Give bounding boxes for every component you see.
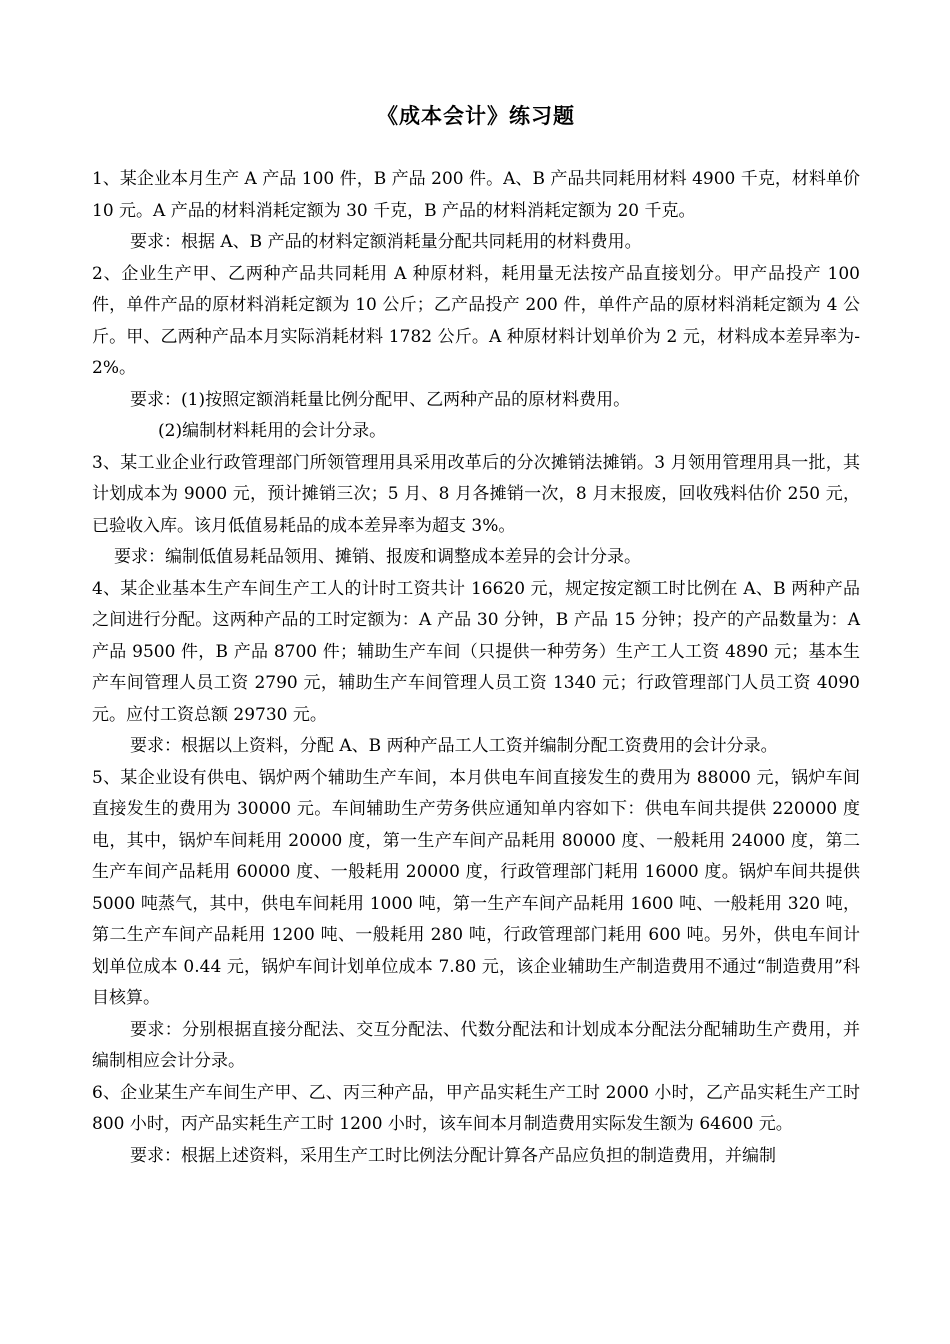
question-6: 6、企业某生产车间生产甲、乙、丙三种产品，甲产品实耗生产工时 2000 小时，乙产品实耗生产工时 800 小时，丙产品实耗生产工时 1200 小时，该车间本月制造费用实际发生额为 64600 元。 bbox=[92, 1082, 860, 1134]
question-2: 2、企业生产甲、乙两种产品共同耗用 A 种原材料，耗用量无法按产品直接划分。甲产品投产 100 件，单件产品的原材料消耗定额为 10 公斤；乙产品投产 200 件，单件产品的原材料消耗定额为 4 公斤。甲、乙两种产品本月实际消耗材料 1782 公斤。A 种原材料计划单价为 2 元，材料成本差异率为-2%。 bbox=[92, 263, 860, 378]
question-1-requirement: 要求：根据 A、B 产品的材料定额消耗量分配共同耗用的材料费用。 bbox=[130, 232, 642, 252]
question-2-requirement-1: 要求：(1)按照定额消耗量比例分配甲、乙两种产品的原材料费用。 bbox=[130, 389, 631, 410]
question-6-requirement: 要求：根据上述资料，采用生产工时比例法分配计算各产品应负担的制造费用，并编制 bbox=[130, 1145, 776, 1166]
document-title: 《成本会计》练习题 bbox=[377, 103, 575, 128]
question-1: 1、某企业本月生产 A 产品 100 件，B 产品 200 件。A、B 产品共同耗用材料 4900 千克，材料单价 10 元。A 产品的材料消耗定额为 30 千克，B 产品的材料消耗定额为 20 千克。 bbox=[92, 169, 860, 221]
document-page bbox=[92, 94, 860, 1172]
question-2-requirement-2: (2)编制材料耗用的会计分录。 bbox=[158, 421, 387, 441]
question-3-requirement: 要求：编制低值易耗品领用、摊销、报废和调整成本差异的会计分录。 bbox=[114, 547, 641, 567]
question-5: 5、某企业设有供电、锅炉两个辅助生产车间，本月供电车间直接发生的费用为 88000 元，锅炉车间直接发生的费用为 30000 元。车间辅助生产劳务供应通知单内容如下：供电车间共提供 220000 度电，其中，锅炉车间耗用 20000 度，第一生产车间产品耗用 80000 度、一般耗用 24000 度，第二生产车间产品耗用 60000 度、一般耗用 20000 度，行政管理部门耗用 16000 度。锅炉车间共提供 5000 吨蒸气，其中，供电车间耗用 1000 吨，第一生产车间产品耗用 1600 吨、一般耗用 320 吨，第二生产车间产品耗用 1200 吨、一般耗用 280 吨，行政管理部门耗用 600 吨。另外，供电车间计划单位成本 0.44 元，锅炉车间计划单位成本 7.80 元，该企业辅助生产制造费用不通过“制造费用”科目核算。 bbox=[92, 767, 860, 1008]
question-3: 3、某工业企业行政管理部门所领管理用具采用改革后的分次摊销法摊销。3 月领用管理用具一批，其计划成本为 9000 元，预计摊销三次；5 月、8 月各摊销一次，8 月末报废，回收残料估价 250 元，已验收入库。该月低值易耗品的成本差异率为超支 3%。 bbox=[92, 452, 860, 536]
question-4: 4、某企业基本生产车间生产工人的计时工资共计 16620 元，规定按定额工时比例在 A、B 两种产品之间进行分配。这两种产品的工时定额为：A 产品 30 分钟，B 产品 15 分钟；投产的产品数量为：A 产品 9500 件，B 产品 8700 件；辅助生产车间（只提供一种劳务）生产工人工资 4890 元；基本生产车间管理人员工资 2790 元，辅助生产车间管理人员工资 1340 元；行政管理部门人员工资 4090 元。应付工资总额 29730 元。 bbox=[92, 578, 860, 725]
question-4-requirement: 要求：根据以上资料，分配 A、B 两种产品工人工资并编制分配工资费用的会计分录。 bbox=[130, 736, 778, 756]
question-5-requirement: 要求：分别根据直接分配法、交互分配法、代数分配法和计划成本分配法分配辅助生产费用，并编制相应会计分录。 bbox=[92, 1019, 860, 1071]
